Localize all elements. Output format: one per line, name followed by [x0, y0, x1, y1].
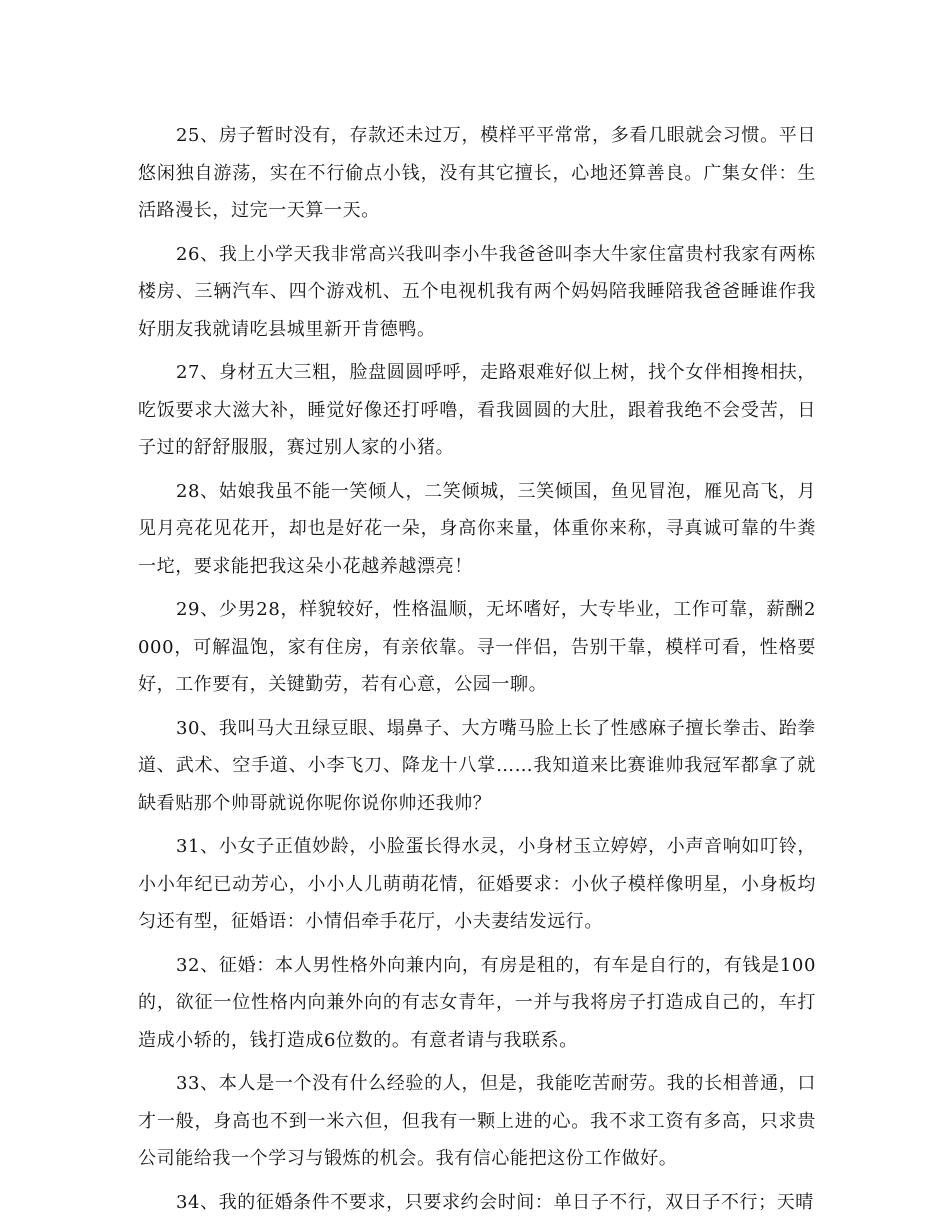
- paragraph-28: 28、姑娘我虽不能一笑倾人，二笑倾城，三笑倾国，鱼见冒泡，雁见高飞，月见月亮花见花开，却也是好花一朵，身高你来量，体重你来称，寻真诚可靠的牛粪一坨，要求能把我这朵小花越养越漂亮！: [138, 480, 816, 577]
- paragraph-33: 33、本人是一个没有什么经验的人，但是，我能吃苦耐劳。我的长相普通，口才一般，身高也不到一米六但，但我有一颗上进的心。我不求工资有多高，只求贵公司能给我一个学习与锻炼的机会。我有信心能把这份工作做好。: [138, 1073, 816, 1169]
- paragraph-26: 26、我上小学天我非常高兴我叫李小牛我爸爸叫李大牛家住富贵村我家有两栋楼房、三辆汽车、四个游戏机、五个电视机我有两个妈妈陪我睡陪我爸爸睡谁作我好朋友我就请吃县城里新开肯德鸭。: [138, 243, 816, 340]
- document-body: [138, 117, 816, 1227]
- paragraph-34: 34、我的征婚条件不要求，只要求约会时间：单日子不行，双日子不行；天晴: [176, 1191, 814, 1213]
- paragraph-32: 32、征婚：本人男性格外向兼内向，有房是租的，有车是自行的，有钱是100的，欲征一位性格内向兼外向的有志女青年，一并与我将房子打造成自己的，车打造成小轿的，钱打造成6位数的。有意者请与我联系。: [138, 954, 816, 1051]
- paragraph-25: 25、房子暂时没有，存款还未过万，模样平平常常，多看几眼就会习惯。平日悠闲独自游荡，实在不行偷点小钱，没有其它擅长，心地还算善良。广集女伴：生活路漫长，过完一天算一天。: [138, 125, 816, 221]
- paragraph-27: 27、身材五大三粗，脸盘圆圆呼呼，走路艰难好似上树，找个女伴相搀相扶，吃饭要求大滋大补，睡觉好像还打呼噜，看我圆圆的大肚，跟着我绝不会受苦，日子过的舒舒服服，赛过别人家的小猪。: [138, 362, 816, 458]
- paragraph-29: 29、少男28，样貌较好，性格温顺，无坏嗜好，大专毕业，工作可靠，薪酬2000，可解温饱，家有住房，有亲依靠。寻一伴侣，告别干靠，模样可看，性格要好，工作要有，关键勤劳，若有心意，公园一聊。: [138, 599, 816, 695]
- paragraph-31: 31、小女子正值妙龄，小脸蛋长得水灵，小身材玉立婷婷，小声音响如叮铃，小小年纪已动芳心，小小人儿萌萌花情，征婚要求：小伙子模样像明星，小身板均匀还有型，征婚语：小情侣牵手花厅，小夫妻结发远行。: [138, 836, 816, 932]
- paragraph-30: 30、我叫马大丑绿豆眼、塌鼻子、大方嘴马脸上长了性感麻子擅长拳击、跆拳道、武术、空手道、小李飞刀、降龙十八掌……我知道来比赛谁帅我冠军都拿了就缺看贴那个帅哥就说你呢你说你帅还我帅？: [138, 717, 816, 814]
